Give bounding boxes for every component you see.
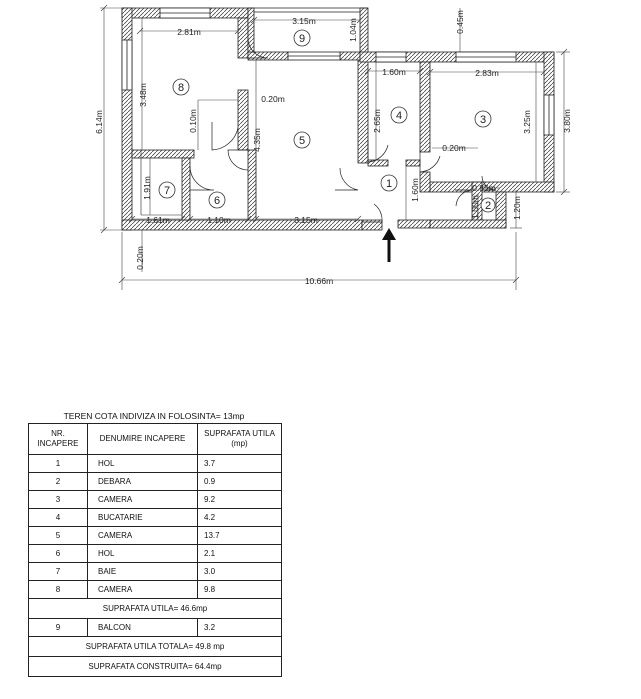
room-number-5: 5 [298,135,306,147]
row-name: CAMERA [88,527,198,545]
row-name: BALCON [88,619,198,637]
row-name: BAIE [88,563,198,581]
table-header-row [29,424,282,455]
row-area: 3.7 [198,455,282,473]
dim-total-width: 10.66m [304,276,334,286]
row-nr: 8 [29,581,88,599]
doors [190,38,496,222]
row-name: HOL [88,545,198,563]
table-row [29,563,282,581]
dim-room3-height: 3.25m [522,110,532,134]
dim-step-height: 1.20m [512,196,522,220]
row-area: 3.0 [198,563,282,581]
row-area: 2.1 [198,545,282,563]
dim-wall-020-a: 0.20m [261,94,285,104]
dim-room3-width: 2.83m [475,68,499,78]
subtotal-row [29,599,282,619]
dim-room5-bottom-width: 3.15m [294,215,318,225]
room-number-7: 7 [163,185,171,197]
table-row [29,527,282,545]
row-name: CAMERA [88,581,198,599]
row-nr: 5 [29,527,88,545]
table-row [29,619,282,637]
dim-room8-height: 3.48m [138,83,148,107]
row-name: BUCATARIE [88,509,198,527]
row-name: HOL [88,455,198,473]
room-number-6: 6 [213,195,221,207]
dim-wall-010: 0.10m [188,109,198,133]
row-nr: 7 [29,563,88,581]
table-row [29,581,282,599]
row-area: 3.2 [198,619,282,637]
header-name: DENUMIRE INCAPERE [88,424,198,455]
dim-offset-045: 0.45m [455,10,465,34]
dim-room4-height: 2.65m [372,109,382,133]
rooms-table [28,423,282,677]
row-name: DEBARA [88,473,198,491]
suprafata-utila-totala: SUPRAFATA UTILA TOTALA= 49.8 mp [29,637,282,657]
row-area: 9.2 [198,491,282,509]
dim-room7-width: 1.61m [146,215,170,225]
row-nr: 4 [29,509,88,527]
header-area: SUPRAFATA UTILA (mp) [198,424,282,455]
room-number-9: 9 [298,33,306,45]
row-nr: 6 [29,545,88,563]
built-area-row [29,657,282,677]
room-number-1: 1 [385,178,393,190]
dim-bottom-offset: 0.20m [135,246,145,270]
dim-wall-020-b: 0.20m [442,143,466,153]
table-caption: TEREN COTA INDIVIZA IN FOLOSINTA= 13mp [63,411,245,421]
header-nr: NR. INCAPERE [29,424,88,455]
dim-room7-height: 1.91m [142,176,152,200]
dimension-lines [100,8,570,290]
table-row [29,473,282,491]
room-number-3: 3 [479,114,487,126]
dim-room5-height: 4.35m [252,128,262,152]
row-nr: 1 [29,455,88,473]
row-nr: 2 [29,473,88,491]
dim-room2-height: 1.00m [470,195,480,219]
balcony-rail [248,8,368,12]
table-row [29,509,282,527]
row-area: 13.7 [198,527,282,545]
row-area: 4.2 [198,509,282,527]
row-name: CAMERA [88,491,198,509]
dim-room6-width: 1.10m [207,215,231,225]
dim-right-height: 3.80m [562,109,572,133]
dim-room2-width: 0.85m [472,183,496,193]
dim-balcony-depth: 1.04m [348,18,358,42]
row-area: 9.8 [198,581,282,599]
entrance-arrow [382,228,396,262]
dim-room8-width: 2.81m [177,27,201,37]
row-nr: 9 [29,619,88,637]
room-number-2: 2 [484,200,492,212]
suprafata-utila: SUPRAFATA UTILA= 46.6mp [29,599,282,619]
dimension-ticks [101,5,567,283]
table-row [29,491,282,509]
dim-balcony-width: 3.15m [292,16,316,26]
dim-room1-height: 1.60m [410,178,420,202]
suprafata-construita: SUPRAFATA CONSTRUITA= 64.4mp [29,657,282,677]
dim-room4-width: 1.60m [382,67,406,77]
row-nr: 3 [29,491,88,509]
table-row [29,545,282,563]
room-number-4: 4 [395,110,403,122]
table-row [29,455,282,473]
dim-total-height: 6.14m [94,110,104,134]
row-area: 0.9 [198,473,282,491]
room-number-8: 8 [177,82,185,94]
total-row [29,637,282,657]
